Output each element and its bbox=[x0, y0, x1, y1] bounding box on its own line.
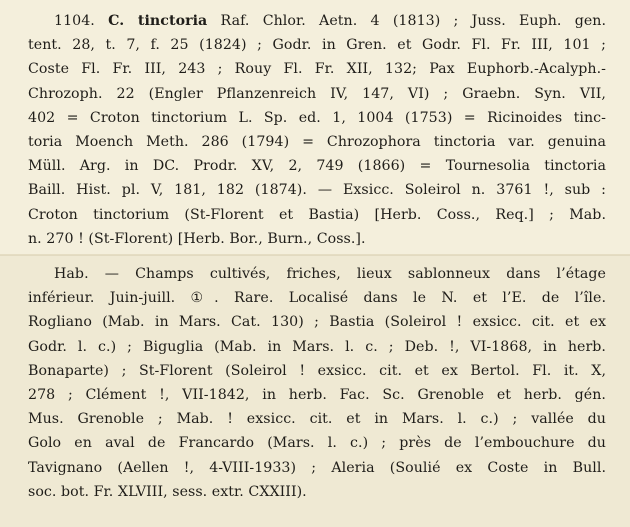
entry-line-10: n. 270 ! (St-Florent) [Herb. Bor., Burn., Coss.]. bbox=[28, 230, 366, 247]
habitat-line-10: soc. bot. Fr. XLVIII, sess. extr. CXXIII). bbox=[28, 483, 307, 500]
entry-line-6: toria Moench Meth. 286 (1794) = Chrozophora tinctoria var. genuina bbox=[28, 133, 606, 150]
habitat-line-7: Mus. Grenoble ; Mab. ! exsicc. cit. et in Mars. l. c.) ; vallée du bbox=[28, 411, 606, 428]
habitat-line-4: Godr. l. c.) ; Biguglia (Mab. in Mars. l. c. ; Deb. !, VI-1868, in herb. bbox=[28, 338, 606, 355]
entry-line-4: Chrozoph. 22 (Engler Pflanzenreich IV, 147, VI) ; Graebn. Syn. VII, bbox=[28, 85, 606, 102]
species-entry bbox=[28, 9, 606, 251]
habitat-line-2: inférieur. Juin-juill. ①. Rare. Localisé dans le N. et l’E. de l’île. bbox=[28, 290, 606, 307]
habitat-line-9: Tavignano (Aellen !, 4-VIII-1933) ; Aleria (Soulié ex Coste in Bull. bbox=[28, 459, 606, 476]
entry-line-8: Baill. Hist. pl. V, 181, 182 (1874). — Exsicc. Soleirol n. 3761 !, sub : bbox=[28, 182, 606, 199]
entry-line-7: Müll. Arg. in DC. Prodr. XV, 2, 749 (1866) = Tournesolia tinctoria bbox=[28, 158, 606, 175]
entry-line-1 bbox=[28, 9, 606, 33]
habitat-line-1 bbox=[28, 262, 606, 286]
habitat-line-8: Golo en aval de Francardo (Mars. l. c.) ; près de l’embouchure du bbox=[28, 435, 606, 452]
habitat-paragraph bbox=[28, 262, 606, 504]
entry-number: 1104. bbox=[54, 13, 95, 29]
habitat-line-5: Bonaparte) ; St-Florent (Soleirol ! exsicc. cit. et ex Bertol. Fl. it. X, bbox=[28, 362, 606, 379]
habitat-line-3: Rogliano (Mab. in Mars. Cat. 130) ; Bastia (Soleirol ! exsicc. cit. et ex bbox=[28, 314, 606, 331]
entry-line-3: Coste Fl. Fr. III, 243 ; Rouy Fl. Fr. XII, 132; Pax Euphorb.-Acalyph.- bbox=[28, 61, 606, 78]
habitat-line-1-text: Hab. — Champs cultivés, friches, lieux sablonneux dans l’étage bbox=[54, 266, 606, 282]
taxon-name: C. tinctoria bbox=[108, 13, 208, 29]
entry-line-text: Raf. Chlor. Aetn. 4 (1813) ; Juss. Euph. gen. bbox=[220, 13, 607, 29]
entry-line-2: tent. 28, t. 7, f. 25 (1824) ; Godr. in Gren. et Godr. Fl. Fr. III, 101 ; bbox=[28, 37, 606, 54]
habitat-line-6: 278 ; Clément !, VII-1842, in herb. Fac. Sc. Grenoble et herb. gén. bbox=[28, 386, 606, 403]
entry-line-5: 402 = Croton tinctorium L. Sp. ed. 1, 1004 (1753) = Ricinoides tinc- bbox=[28, 109, 606, 126]
entry-line-9: Croton tinctorium (St-Florent et Bastia) [Herb. Coss., Req.] ; Mab. bbox=[28, 206, 606, 223]
